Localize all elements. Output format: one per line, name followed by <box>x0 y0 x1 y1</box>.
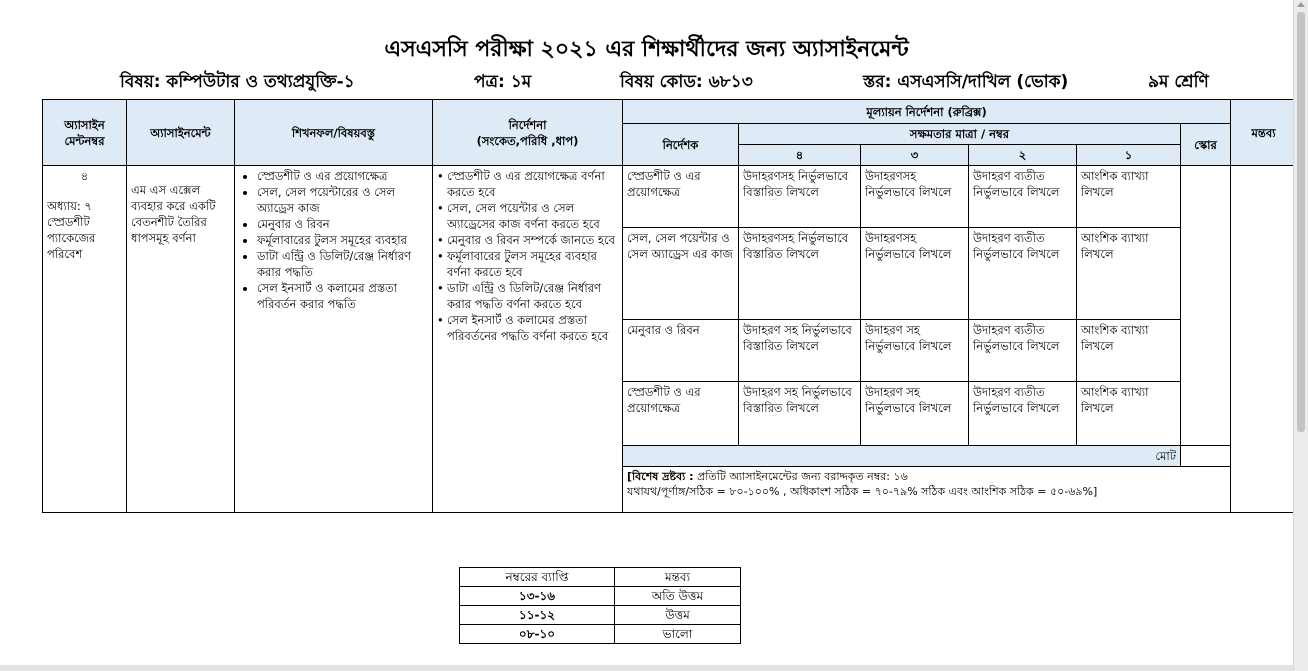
header-instructions <box>433 100 623 166</box>
level-label: স্তর: এসএসসি/দাখিল (ভোক) <box>863 72 1069 92</box>
rubric-level1-1: আংশিক ব্যাখ্যা লিখলে <box>1077 166 1181 228</box>
rubric-level3-1: উদাহরণসহ নির্ভুলভাবে লিখলে <box>861 166 969 228</box>
chapter-label: অধ্যায়: ৭ স্প্রেডশীট প্যাকেজের পরিবেশ <box>47 199 96 261</box>
horizontal-scrollbar[interactable] <box>0 665 1293 671</box>
header-proficiency: সক্ষমতার মাত্রা / নম্বর <box>739 124 1181 145</box>
rubric-level3-2: উদাহরণসহ নির্ভুলভাবে লিখলে <box>861 228 969 320</box>
list-item: • মেনুবার ও রিবন সম্পর্কে জানতে হবে <box>437 232 618 248</box>
subject-label: বিষয়: কম্পিউটার ও তথ্যপ্রযুক্তি-১ <box>120 72 355 92</box>
scroll-up-arrow-icon[interactable] <box>1297 2 1305 7</box>
header-level-3: ৩ <box>861 145 969 166</box>
rubric-level3-4: উদাহরণ সহ নির্ভুলভাবে লিখলে <box>861 382 969 446</box>
total-label: মোট <box>623 446 1181 467</box>
list-item: • ফর্মূলাবারের টুলস সমূহের ব্যবহার বর্ণনা করতে হবে <box>437 248 618 280</box>
page-title: এসএসসি পরীক্ষা ২০২১ এর শিক্ষার্থীদের জন্য অ্যাসাইনমেন্ট <box>384 37 909 62</box>
grade-remark: অতি উত্তম <box>615 587 741 606</box>
list-item: • ডাটা এন্ট্রি ও ডিলিট/রেঞ্জ নির্ধারণ করার পদ্ধতি <box>257 248 428 280</box>
assignment-table <box>42 99 1297 513</box>
header-indicator: নির্দেশক <box>623 124 739 166</box>
grade-range: ০৮-১০ <box>460 625 615 644</box>
rubric-level4-2: উদাহরণসহ নির্ভুলভাবে বিস্তারিত লিখলে <box>739 228 861 320</box>
rubric-level2-3: উদাহরণ ব্যতীত নির্ভুলভাবে লিখলে <box>969 320 1077 382</box>
subject-code-label: বিষয় কোড: ৬৮১৩ <box>620 72 753 92</box>
instructions-list <box>437 168 618 344</box>
header-level-1: ১ <box>1077 145 1181 166</box>
header-remarks: মন্তব্য <box>1231 100 1297 166</box>
total-score-cell <box>1181 446 1231 467</box>
assignment-text: এম এস এক্সেল ব্যবহার করে একটি বেতনশীট তৈরির ধাপসমূহ বর্ণনা <box>131 183 216 245</box>
rubric-level3-3: উদাহরণ সহ নির্ভুলভাবে লিখলে <box>861 320 969 382</box>
rubric-level4-3: উদাহরণ সহ নির্ভুলভাবে বিস্তারিত লিখলে <box>739 320 861 382</box>
rubric-indicator-2: সেল, সেল পয়েন্টার ও সেল অ্যাড্রেস এর কাজ <box>623 228 739 320</box>
grade-table <box>459 567 741 644</box>
instructions-cell <box>433 166 623 513</box>
class-label: ৯ম শ্রেণি <box>1148 72 1209 92</box>
note-line-2: যথাযথ/পূর্ণাঙ্গ/সঠিক = ৮০-১০০% , অধিকাংশ সঠিক = ৭০-৭৯% সঠিক এবং আংশিক সঠিক = ৫০-৬৯%] <box>627 485 1098 498</box>
learning-outcomes-cell <box>235 166 433 513</box>
list-item: • সেল, সেল পয়েন্টার ও সেল অ্যাড্রেসের কাজ বর্ণনা করতে হবে <box>437 200 618 232</box>
special-note <box>623 467 1231 513</box>
assignment-text-cell <box>127 166 235 513</box>
rubric-indicator-1: স্প্রেডশীট ও এর প্রয়োগক্ষেত্র <box>623 166 739 228</box>
header-assignment: অ্যাসাইনমেন্ট <box>127 100 235 166</box>
grade-range: ১৩-১৬ <box>460 587 615 606</box>
score-cell <box>1181 166 1231 446</box>
assignment-number-cell <box>43 166 127 513</box>
assignment-number: ৪ <box>80 169 89 183</box>
grade-remark: ভালো <box>615 625 741 644</box>
vertical-scrollbar[interactable] <box>1293 0 1308 671</box>
header-learning-outcome: শিখনফল/বিষয়বস্তু <box>235 100 433 166</box>
learning-outcomes-list <box>239 168 428 312</box>
header-rubric: মূল্যায়ন নির্দেশনা (রুব্রিক্স) <box>623 100 1231 124</box>
grade-remark: উত্তম <box>615 606 741 625</box>
rubric-level2-1: উদাহরণ ব্যতীত নির্ভুলভাবে লিখলে <box>969 166 1077 228</box>
list-item: • সেল ইনসার্ট ও কলামের প্রস্ততা পরিবর্তনের পদ্ধতি বর্ণনা করতে হবে <box>437 312 618 344</box>
grade-range: ১১-১২ <box>460 606 615 625</box>
list-item: • স্প্রেডশীট ও এর প্রয়োগক্ষেত্র বর্ণনা করতে হবে <box>437 168 618 200</box>
rubric-level4-1: উদাহরণসহ নির্ভুলভাবে বিস্তারিত লিখলে <box>739 166 861 228</box>
rubric-level2-4: উদাহরণ ব্যতীত নির্ভুলভাবে লিখলে <box>969 382 1077 446</box>
header-instructions-title: নির্দেশনা <box>508 117 547 132</box>
list-item: • ডাটা এন্ট্রি ও ডিলিট/রেঞ্জ নির্ধারণ করার পদ্ধতি বর্ণনা করতে হবে <box>437 280 618 312</box>
note-line-1: প্রতিটি অ্যাসাইনমেন্টের জন্য বরাদ্দকৃত নম্বর: ১৬ <box>697 470 908 483</box>
header-score: স্কোর <box>1181 124 1231 166</box>
header-assignment-no: অ্যাসাইন মেন্টনম্বর <box>43 100 127 166</box>
rubric-indicator-4: স্প্রেডশীট ও এর প্রয়োগক্ষেত্র <box>623 382 739 446</box>
list-item: • মেনুবার ও রিবন <box>257 216 428 232</box>
list-item: • ফর্মূলাবারের টুলস সমূহের ব্যবহার <box>257 232 428 248</box>
list-item: • স্প্রেডশীট ও এর প্রয়োগক্ষেত্র <box>257 168 428 184</box>
header-instructions-sub: (সংকেত,পরিধি ,ধাপ) <box>476 133 579 148</box>
rubric-level2-2: উদাহরণ ব্যতীত নির্ভুলভাবে লিখলে <box>969 228 1077 320</box>
rubric-level1-2: আংশিক ব্যাখ্যা লিখলে <box>1077 228 1181 320</box>
grade-header-remark: মন্তব্য <box>615 568 741 587</box>
list-item: • সেল ইনসার্ট ও কলামের প্রস্ততা পরিবর্তন করার পদ্ধতি <box>257 280 428 312</box>
grade-header-range: নম্বরের ব্যাপ্তি <box>460 568 615 587</box>
paper-label: পত্র: ১ম <box>474 72 532 92</box>
header-level-4: ৪ <box>739 145 861 166</box>
note-heading: [বিশেষ দ্রষ্টব্য : <box>627 470 694 483</box>
remarks-cell <box>1231 166 1297 513</box>
rubric-indicator-3: মেনুবার ও রিবন <box>623 320 739 382</box>
rubric-level1-3: আংশিক ব্যাখ্যা লিখলে <box>1077 320 1181 382</box>
header-level-2: ২ <box>969 145 1077 166</box>
scrollbar-thumb[interactable] <box>1297 12 1305 432</box>
rubric-level1-4: আংশিক ব্যাখ্যা লিখলে <box>1077 382 1181 446</box>
rubric-level4-4: উদাহরণ সহ নির্ভুলভাবে বিস্তারিত লিখলে <box>739 382 861 446</box>
list-item: • সেল, সেল পয়েন্টারের ও সেল অ্যাড্রেস কাজ <box>257 184 428 216</box>
